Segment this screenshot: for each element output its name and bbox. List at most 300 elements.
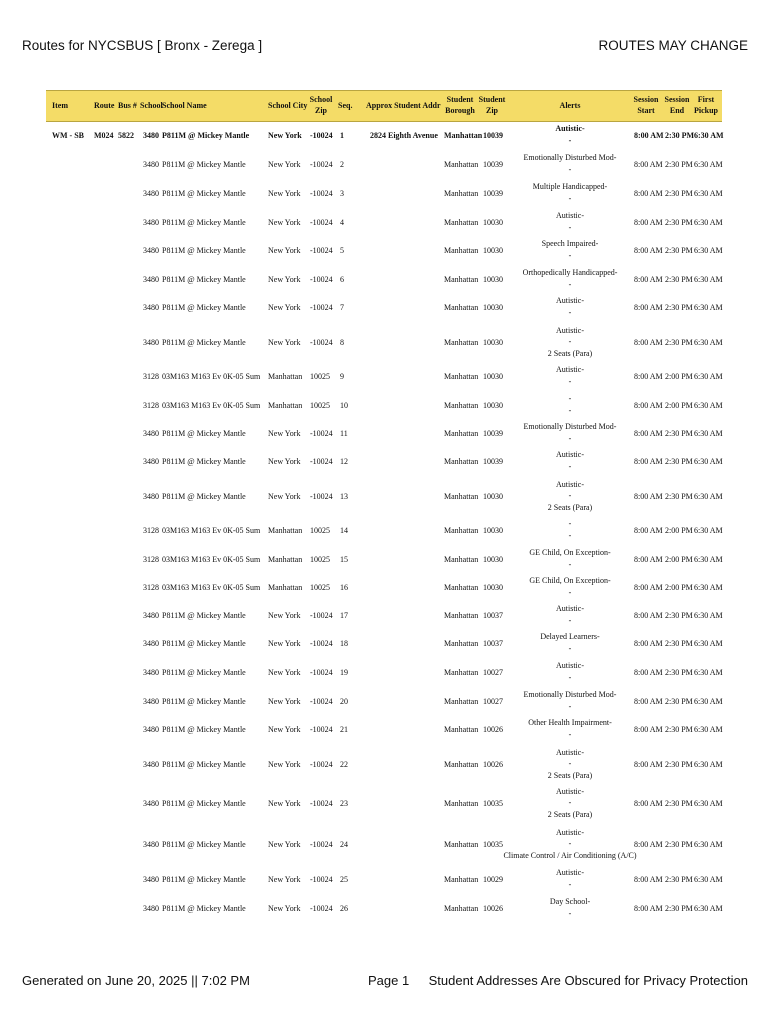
cell-name: P811M @ Mickey Mantle bbox=[162, 159, 246, 169]
cell-alerts bbox=[502, 866, 638, 892]
cell-end: 2:00 PM bbox=[665, 525, 693, 535]
alert-line: - bbox=[568, 491, 572, 501]
cell-addr: 2824 Eighth Avenue bbox=[370, 130, 438, 140]
alert-line: - bbox=[568, 702, 572, 711]
cell-alerts bbox=[502, 602, 638, 628]
alert-line: - bbox=[568, 909, 572, 918]
col-school-zip bbox=[308, 91, 334, 121]
table-row bbox=[46, 180, 722, 206]
cell-end: 2:30 PM bbox=[665, 428, 693, 438]
table-row bbox=[46, 895, 722, 921]
routes-may-change-notice: ROUTES MAY CHANGE bbox=[598, 38, 748, 53]
cell-city: Manhattan bbox=[268, 582, 303, 592]
table-row bbox=[46, 122, 722, 148]
alert-line: - bbox=[568, 798, 572, 808]
cell-seq: 12 bbox=[340, 456, 348, 466]
cell-pickup: 6:30 AM bbox=[694, 130, 724, 140]
alert-line: - bbox=[568, 839, 572, 849]
cell-zip: -10024 bbox=[310, 638, 333, 648]
cell-szip: 10030 bbox=[483, 491, 503, 501]
cell-end: 2:30 PM bbox=[665, 456, 693, 466]
cell-city: New York bbox=[268, 217, 301, 227]
cell-alerts bbox=[502, 392, 638, 418]
table-row bbox=[46, 659, 722, 685]
cell-start: 8:00 AM bbox=[634, 903, 663, 913]
alert-line: Autistic- bbox=[555, 124, 585, 134]
cell-city: New York bbox=[268, 759, 301, 769]
cell-school: 3480 bbox=[143, 696, 159, 706]
cell-pickup: 6:30 AM bbox=[694, 159, 723, 169]
alert-line: Emotionally Disturbed Mod- bbox=[523, 690, 617, 700]
cell-city: New York bbox=[268, 874, 301, 884]
cell-start: 8:00 AM bbox=[634, 667, 663, 677]
cell-name: 03M163 M163 Ev 0K-05 Sum bbox=[162, 582, 261, 592]
cell-name: P811M @ Mickey Mantle bbox=[162, 610, 246, 620]
cell-city: New York bbox=[268, 798, 301, 808]
cell-zip: -10024 bbox=[310, 874, 333, 884]
alert-line: Autistic- bbox=[556, 479, 584, 489]
alert-line: - bbox=[568, 394, 572, 404]
cell-school: 3480 bbox=[143, 302, 159, 312]
cell-name: P811M @ Mickey Mantle bbox=[162, 491, 246, 501]
cell-seq: 15 bbox=[340, 554, 348, 564]
cell-alerts bbox=[502, 895, 638, 921]
cell-zip: -10024 bbox=[310, 456, 333, 466]
cell-alerts bbox=[502, 420, 638, 446]
alert-line: - bbox=[568, 251, 572, 260]
cell-borough: Manhattan bbox=[444, 428, 479, 438]
cell-borough: Manhattan bbox=[444, 724, 479, 734]
cell-zip: -10024 bbox=[310, 130, 333, 140]
alert-line: - bbox=[568, 223, 572, 232]
cell-start: 8:00 AM bbox=[634, 188, 663, 198]
cell-borough: Manhattan bbox=[444, 667, 479, 677]
cell-name: 03M163 M163 Ev 0K-05 Sum bbox=[162, 554, 261, 564]
alert-line: Day School- bbox=[549, 897, 591, 907]
cell-seq: 16 bbox=[340, 582, 348, 592]
cell-zip: -10024 bbox=[310, 610, 333, 620]
cell-szip: 10030 bbox=[483, 525, 503, 535]
cell-szip: 10027 bbox=[483, 696, 503, 706]
cell-name: P811M @ Mickey Mantle bbox=[162, 428, 246, 438]
alert-line: - bbox=[568, 560, 572, 569]
col-session-end bbox=[663, 91, 691, 121]
cell-name: P811M @ Mickey Mantle bbox=[162, 638, 246, 648]
cell-alerts bbox=[502, 209, 638, 235]
alert-line: 2 Seats (Para) bbox=[547, 809, 593, 819]
cell-zip: -10024 bbox=[310, 724, 333, 734]
cell-seq: 1 bbox=[340, 130, 344, 140]
cell-szip: 10030 bbox=[483, 582, 503, 592]
cell-city: Manhattan bbox=[268, 554, 303, 564]
cell-school: 3480 bbox=[143, 839, 159, 849]
cell-name: P811M @ Mickey Mantle bbox=[162, 217, 246, 227]
alert-line: GE Child, On Exception- bbox=[529, 548, 611, 558]
cell-borough: Manhattan bbox=[444, 759, 479, 769]
col-student-borough bbox=[444, 91, 476, 121]
cell-city: New York bbox=[268, 724, 301, 734]
col-seq: Seq. bbox=[338, 100, 353, 110]
cell-school: 3480 bbox=[143, 188, 159, 198]
cell-name: P811M @ Mickey Mantle bbox=[162, 903, 246, 913]
cell-seq: 18 bbox=[340, 638, 348, 648]
alert-line: - bbox=[568, 308, 572, 317]
cell-start: 8:00 AM bbox=[634, 610, 663, 620]
cell-pickup: 6:30 AM bbox=[694, 525, 723, 535]
cell-szip: 10037 bbox=[483, 610, 503, 620]
cell-start: 8:00 AM bbox=[634, 638, 663, 648]
cell-borough: Manhattan bbox=[444, 554, 479, 564]
cell-szip: 10039 bbox=[483, 456, 503, 466]
cell-school: 3480 bbox=[143, 217, 159, 227]
cell-school: 3480 bbox=[143, 759, 159, 769]
cell-school: 3480 bbox=[143, 159, 159, 169]
cell-alerts bbox=[502, 826, 638, 862]
cell-name: 03M163 M163 Ev 0K-05 Sum bbox=[162, 525, 261, 535]
cell-pickup: 6:30 AM bbox=[694, 667, 723, 677]
alert-line: Speech Impaired- bbox=[541, 239, 599, 249]
cell-school: 3128 bbox=[143, 371, 159, 381]
cell-pickup: 6:30 AM bbox=[694, 274, 723, 284]
cell-alerts bbox=[502, 716, 638, 742]
cell-seq: 6 bbox=[340, 274, 344, 284]
cell-school: 3480 bbox=[143, 798, 159, 808]
cell-szip: 10030 bbox=[483, 274, 503, 284]
cell-city: New York bbox=[268, 839, 301, 849]
cell-seq: 5 bbox=[340, 245, 344, 255]
cell-city: New York bbox=[268, 696, 301, 706]
cell-zip: -10024 bbox=[310, 274, 333, 284]
cell-city: Manhattan bbox=[268, 371, 303, 381]
alert-line: Multiple Handicapped- bbox=[532, 182, 608, 192]
cell-start: 8:00 AM bbox=[634, 874, 663, 884]
alert-line: Autistic- bbox=[556, 365, 584, 375]
cell-pickup: 6:30 AM bbox=[694, 245, 723, 255]
cell-zip: -10024 bbox=[310, 491, 333, 501]
cell-end: 2:30 PM bbox=[665, 130, 695, 140]
alert-line: - bbox=[568, 531, 572, 540]
cell-end: 2:30 PM bbox=[665, 491, 693, 501]
cell-school: 3480 bbox=[143, 903, 159, 913]
cell-alerts bbox=[502, 478, 638, 514]
cell-szip: 10029 bbox=[483, 874, 503, 884]
cell-alerts bbox=[502, 266, 638, 292]
cell-seq: 20 bbox=[340, 696, 348, 706]
table-row bbox=[46, 517, 722, 543]
cell-name: P811M @ Mickey Mantle bbox=[162, 874, 246, 884]
cell-end: 2:30 PM bbox=[665, 724, 693, 734]
cell-start: 8:00 AM bbox=[634, 491, 663, 501]
alert-line: Autistic- bbox=[556, 747, 584, 757]
cell-start: 8:00 AM bbox=[634, 525, 663, 535]
cell-szip: 10039 bbox=[483, 428, 503, 438]
cell-school: 3480 bbox=[143, 130, 159, 140]
cell-name: P811M @ Mickey Mantle bbox=[162, 188, 246, 198]
table-row bbox=[46, 716, 722, 742]
cell-pickup: 6:30 AM bbox=[694, 456, 723, 466]
cell-end: 2:30 PM bbox=[665, 337, 693, 347]
cell-zip: 10025 bbox=[310, 582, 330, 592]
cell-school: 3480 bbox=[143, 428, 159, 438]
cell-borough: Manhattan bbox=[444, 400, 479, 410]
alert-line: - bbox=[568, 165, 572, 174]
cell-start: 8:00 AM bbox=[634, 428, 663, 438]
cell-pickup: 6:30 AM bbox=[694, 554, 723, 564]
cell-seq: 17 bbox=[340, 610, 348, 620]
cell-start: 8:00 AM bbox=[634, 839, 663, 849]
cell-bus: 5822 bbox=[118, 130, 134, 140]
table-row bbox=[46, 209, 722, 235]
cell-zip: -10024 bbox=[310, 798, 333, 808]
table-row bbox=[46, 478, 722, 514]
cell-start: 8:00 AM bbox=[634, 554, 663, 564]
table-row bbox=[46, 785, 722, 821]
cell-borough: Manhattan bbox=[444, 525, 479, 535]
cell-school: 3480 bbox=[143, 638, 159, 648]
cell-pickup: 6:30 AM bbox=[694, 839, 723, 849]
cell-city: New York bbox=[268, 456, 301, 466]
cell-borough: Manhattan bbox=[444, 188, 479, 198]
cell-alerts bbox=[502, 574, 638, 600]
col-alerts: Alerts bbox=[559, 100, 581, 110]
cell-zip: -10024 bbox=[310, 903, 333, 913]
cell-start: 8:00 AM bbox=[634, 724, 663, 734]
cell-borough: Manhattan bbox=[444, 638, 479, 648]
cell-borough: Manhattan bbox=[444, 696, 479, 706]
table-row bbox=[46, 151, 722, 177]
cell-school: 3480 bbox=[143, 274, 159, 284]
cell-borough: Manhattan bbox=[444, 302, 479, 312]
table-row bbox=[46, 602, 722, 628]
cell-name: P811M @ Mickey Mantle bbox=[162, 302, 246, 312]
col-student-zip-line1: Student bbox=[478, 95, 506, 105]
col-student-addr: Approx Student Addr bbox=[366, 100, 441, 110]
cell-seq: 9 bbox=[340, 371, 344, 381]
cell-start: 8:00 AM bbox=[634, 759, 663, 769]
cell-borough: Manhattan bbox=[444, 839, 479, 849]
alert-line: - bbox=[568, 880, 572, 889]
col-school-name: School Name bbox=[162, 100, 207, 110]
cell-borough: Manhattan bbox=[444, 245, 479, 255]
cell-pickup: 6:30 AM bbox=[694, 302, 723, 312]
cell-city: New York bbox=[268, 188, 301, 198]
cell-end: 2:30 PM bbox=[665, 696, 693, 706]
cell-start: 8:00 AM bbox=[634, 159, 663, 169]
alert-line: Autistic- bbox=[556, 325, 584, 335]
alert-line: Autistic- bbox=[556, 211, 584, 221]
alert-line: Other Health Impairment- bbox=[528, 718, 612, 728]
privacy-notice: Student Addresses Are Obscured for Privacy Protection bbox=[428, 973, 748, 988]
cell-seq: 19 bbox=[340, 667, 348, 677]
alert-line: - bbox=[568, 588, 572, 597]
col-session-end-line1: Session bbox=[664, 95, 690, 105]
table-row bbox=[46, 688, 722, 714]
generated-timestamp: Generated on June 20, 2025 || 7:02 PM bbox=[22, 973, 250, 988]
cell-city: Manhattan bbox=[268, 525, 303, 535]
alert-line: - bbox=[568, 194, 572, 203]
cell-start: 8:00 AM bbox=[634, 582, 663, 592]
cell-borough: Manhattan bbox=[444, 874, 479, 884]
cell-szip: 10030 bbox=[483, 371, 503, 381]
cell-seq: 2 bbox=[340, 159, 344, 169]
cell-end: 2:30 PM bbox=[665, 159, 693, 169]
alert-line: Orthopedically Handicapped- bbox=[522, 268, 618, 278]
cell-pickup: 6:30 AM bbox=[694, 217, 723, 227]
cell-pickup: 6:30 AM bbox=[694, 491, 723, 501]
cell-seq: 4 bbox=[340, 217, 344, 227]
cell-seq: 26 bbox=[340, 903, 348, 913]
cell-seq: 25 bbox=[340, 874, 348, 884]
cell-school: 3480 bbox=[143, 337, 159, 347]
alert-line: 2 Seats (Para) bbox=[547, 348, 593, 358]
cell-borough: Manhattan bbox=[444, 798, 479, 808]
alert-line: - bbox=[568, 377, 572, 386]
cell-city: New York bbox=[268, 302, 301, 312]
cell-pickup: 6:30 AM bbox=[694, 428, 723, 438]
cell-alerts bbox=[502, 294, 638, 320]
cell-szip: 10039 bbox=[483, 130, 503, 140]
cell-zip: 10025 bbox=[310, 371, 330, 381]
cell-end: 2:30 PM bbox=[665, 188, 693, 198]
cell-school: 3480 bbox=[143, 456, 159, 466]
cell-zip: 10025 bbox=[310, 400, 330, 410]
cell-city: New York bbox=[268, 245, 301, 255]
cell-end: 2:00 PM bbox=[665, 400, 693, 410]
cell-end: 2:30 PM bbox=[665, 759, 693, 769]
cell-szip: 10030 bbox=[483, 217, 503, 227]
cell-start: 8:00 AM bbox=[634, 456, 663, 466]
cell-pickup: 6:30 AM bbox=[694, 874, 723, 884]
cell-alerts bbox=[502, 363, 638, 389]
table-row bbox=[46, 630, 722, 656]
cell-city: New York bbox=[268, 428, 301, 438]
cell-pickup: 6:30 AM bbox=[694, 638, 723, 648]
cell-alerts bbox=[502, 785, 638, 821]
alert-line: Delayed Learners- bbox=[540, 632, 600, 642]
cell-end: 2:30 PM bbox=[665, 274, 693, 284]
alert-line: Autistic- bbox=[556, 827, 584, 837]
cell-pickup: 6:30 AM bbox=[694, 188, 723, 198]
col-session-start bbox=[632, 91, 660, 121]
cell-szip: 10030 bbox=[483, 400, 503, 410]
alert-line: - bbox=[568, 280, 572, 289]
alert-line: - bbox=[568, 673, 572, 682]
alert-line: - bbox=[568, 462, 572, 471]
alert-line: - bbox=[568, 644, 572, 653]
cell-borough: Manhattan bbox=[444, 456, 479, 466]
cell-end: 2:30 PM bbox=[665, 903, 693, 913]
alert-line: Emotionally Disturbed Mod- bbox=[523, 422, 617, 432]
cell-zip: -10024 bbox=[310, 159, 333, 169]
cell-end: 2:00 PM bbox=[665, 371, 693, 381]
col-school-zip-line2: Zip bbox=[314, 106, 327, 115]
col-session-start-line1: Session bbox=[633, 95, 659, 105]
cell-name: P811M @ Mickey Mantle bbox=[162, 724, 246, 734]
cell-szip: 10035 bbox=[483, 839, 503, 849]
cell-seq: 3 bbox=[340, 188, 344, 198]
cell-alerts bbox=[502, 151, 638, 177]
cell-end: 2:30 PM bbox=[665, 302, 693, 312]
cell-borough: Manhattan bbox=[444, 903, 479, 913]
table-row bbox=[46, 324, 722, 360]
alert-line: - bbox=[568, 406, 572, 415]
cell-school: 3128 bbox=[143, 400, 159, 410]
alert-line: - bbox=[568, 337, 572, 347]
cell-school: 3480 bbox=[143, 610, 159, 620]
cell-pickup: 6:30 AM bbox=[694, 724, 723, 734]
cell-alerts bbox=[502, 122, 638, 148]
col-route: Route bbox=[94, 100, 115, 110]
alert-line: - bbox=[568, 730, 572, 739]
cell-borough: Manhattan bbox=[444, 371, 479, 381]
cell-name: P811M @ Mickey Mantle bbox=[162, 696, 246, 706]
cell-school: 3480 bbox=[143, 667, 159, 677]
table-row bbox=[46, 574, 722, 600]
cell-start: 8:00 AM bbox=[634, 217, 663, 227]
cell-school: 3128 bbox=[143, 554, 159, 564]
cell-city: New York bbox=[268, 491, 301, 501]
cell-name: 03M163 M163 Ev 0K-05 Sum bbox=[162, 400, 261, 410]
cell-zip: -10024 bbox=[310, 428, 333, 438]
cell-start: 8:00 AM bbox=[634, 245, 663, 255]
cell-end: 2:30 PM bbox=[665, 667, 693, 677]
cell-borough: Manhattan bbox=[444, 159, 479, 169]
cell-borough: Manhattan bbox=[444, 217, 479, 227]
cell-school: 3480 bbox=[143, 874, 159, 884]
cell-zip: -10024 bbox=[310, 667, 333, 677]
cell-zip: -10024 bbox=[310, 302, 333, 312]
cell-pickup: 6:30 AM bbox=[694, 371, 723, 381]
cell-pickup: 6:30 AM bbox=[694, 798, 723, 808]
col-school: School bbox=[140, 100, 163, 110]
table-row bbox=[46, 546, 722, 572]
cell-zip: 10025 bbox=[310, 525, 330, 535]
alert-line: Autistic- bbox=[556, 786, 584, 796]
cell-end: 2:30 PM bbox=[665, 610, 693, 620]
cell-name: P811M @ Mickey Mantle bbox=[162, 245, 246, 255]
cell-szip: 10030 bbox=[483, 554, 503, 564]
cell-zip: 10025 bbox=[310, 554, 330, 564]
cell-end: 2:30 PM bbox=[665, 245, 693, 255]
cell-alerts bbox=[502, 448, 638, 474]
col-session-start-line2: Start bbox=[637, 106, 655, 115]
cell-city: New York bbox=[268, 638, 301, 648]
col-first-pickup-line1: First bbox=[697, 95, 715, 105]
cell-school: 3480 bbox=[143, 245, 159, 255]
cell-name: P811M @ Mickey Mantle bbox=[162, 759, 246, 769]
table-row bbox=[46, 392, 722, 418]
cell-zip: -10024 bbox=[310, 245, 333, 255]
alert-line: Autistic- bbox=[556, 450, 584, 460]
alert-line: Autistic- bbox=[556, 604, 584, 614]
cell-szip: 10030 bbox=[483, 337, 503, 347]
cell-pickup: 6:30 AM bbox=[694, 610, 723, 620]
col-student-borough-line1: Student bbox=[446, 95, 474, 105]
col-school-zip-line1: School bbox=[309, 95, 333, 105]
cell-szip: 10030 bbox=[483, 245, 503, 255]
cell-alerts bbox=[502, 688, 638, 714]
cell-pickup: 6:30 AM bbox=[694, 337, 723, 347]
table-row bbox=[46, 363, 722, 389]
cell-borough: Manhattan bbox=[444, 491, 479, 501]
cell-seq: 7 bbox=[340, 302, 344, 312]
cell-borough: Manhattan bbox=[444, 274, 479, 284]
cell-alerts bbox=[502, 630, 638, 656]
cell-zip: -10024 bbox=[310, 188, 333, 198]
cell-city: New York bbox=[268, 667, 301, 677]
table-row bbox=[46, 746, 722, 782]
cell-start: 8:00 AM bbox=[634, 798, 663, 808]
